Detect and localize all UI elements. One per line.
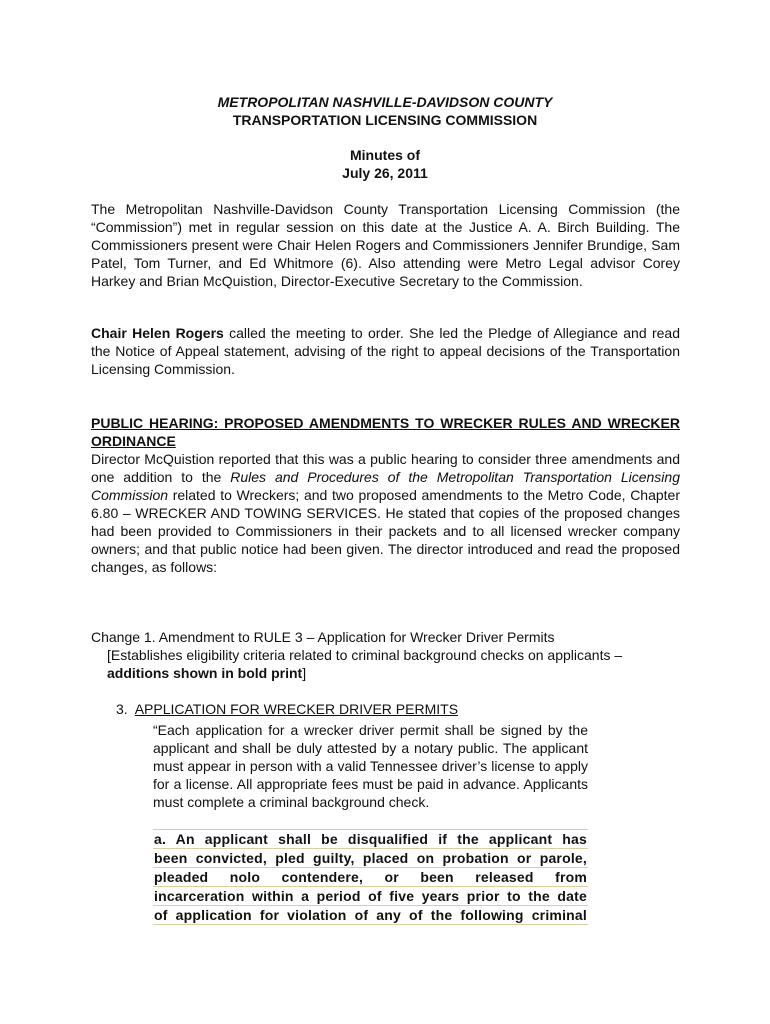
change-1-note — [91, 646, 691, 682]
addition-line: a. An applicant shall be disqualified if the applicant has — [154, 831, 587, 847]
meeting-date: July 26, 2011 — [342, 165, 428, 181]
rules-title: Rules and Procedures of the Metropolitan Transportation Licensing Commission — [91, 469, 680, 503]
addition-line: pleaded nolo contendere, or been released from — [154, 869, 587, 885]
change-1-note-end: ] — [302, 665, 307, 681]
call-to-order-paragraph — [91, 324, 680, 378]
public-hearing-text-b: related to Wreckers; and two proposed amendments to the Metro Code, Chapter 6.80 – WRECKER AND TOWING SERVICES. He stated that copies of the proposed changes had been provided to Commissioners in their packets and to all licensed wrecker company owners; and that public notice had been given. The director introduced and read the proposed changes, as follows: — [91, 487, 680, 575]
public-hearing-heading: PUBLIC HEARING: PROPOSED AMENDMENTS TO WRECKER RULES AND WRECKER ORDINANCE — [91, 415, 680, 449]
minutes-label: Minutes of — [350, 147, 420, 163]
change-1-note-text: [Establishes eligibility criteria related to criminal background checks on applicants – — [107, 647, 623, 663]
rule-3-addition-box — [153, 829, 588, 925]
addition-line: incarceration within a period of five years prior to the date — [154, 888, 587, 904]
change-1-title: Change 1. Amendment to RULE 3 – Application for Wrecker Driver Permits — [91, 629, 555, 645]
rule-3-title: APPLICATION FOR WRECKER DRIVER PERMITS — [134, 701, 459, 717]
addition-line: of application for violation of any of the following criminal — [154, 907, 587, 923]
public-hearing-text-a: Director McQuistion reported that this was a public hearing to consider three amendments and one addition to the — [91, 451, 680, 485]
public-hearing-paragraph — [91, 450, 680, 576]
call-to-order-text: called the meeting to order. She led the Pledge of Allegiance and read the Notice of Appeal statement, advising of the right to appeal decisions of the Transportation Licensing Commission. — [91, 325, 680, 377]
rule-3-heading — [116, 700, 458, 718]
chair-name: Chair Helen Rogers — [91, 325, 224, 341]
change-1-block — [91, 628, 691, 682]
header-county: METROPOLITAN NASHVILLE-DAVIDSON COUNTY — [217, 94, 553, 110]
rule-3-body: “Each application for a wrecker driver permit shall be signed by the applicant and shall be duly attested by a notary public. The applicant must appear in person with a valid Tennessee driver’s license to apply for a license. All appropriate fees must be paid in advance. Applicants must complete a criminal background check. — [153, 722, 588, 810]
document-header — [0, 93, 770, 129]
header-commission: TRANSPORTATION LICENSING COMMISSION — [232, 112, 538, 128]
change-1-note-bold: additions shown in bold print — [107, 665, 303, 681]
rule-3-number: 3. — [116, 701, 128, 717]
minutes-heading — [0, 146, 770, 182]
addition-line: been convicted, pled guilty, placed on probation or parole, — [154, 850, 587, 866]
intro-paragraph: The Metropolitan Nashville-Davidson County Transportation Licensing Commission (the “Commission”) met in regular session on this date at the Justice A. A. Birch Building. The Commissioners present were Chair Helen Rogers and Commissioners Jennifer Brundige, Sam Patel, Tom Turner, and Ed Whitmore (6). Also attending were Metro Legal advisor Corey Harkey and Brian McQuistion, Director-Executive Secretary to the Commission. — [91, 201, 680, 289]
